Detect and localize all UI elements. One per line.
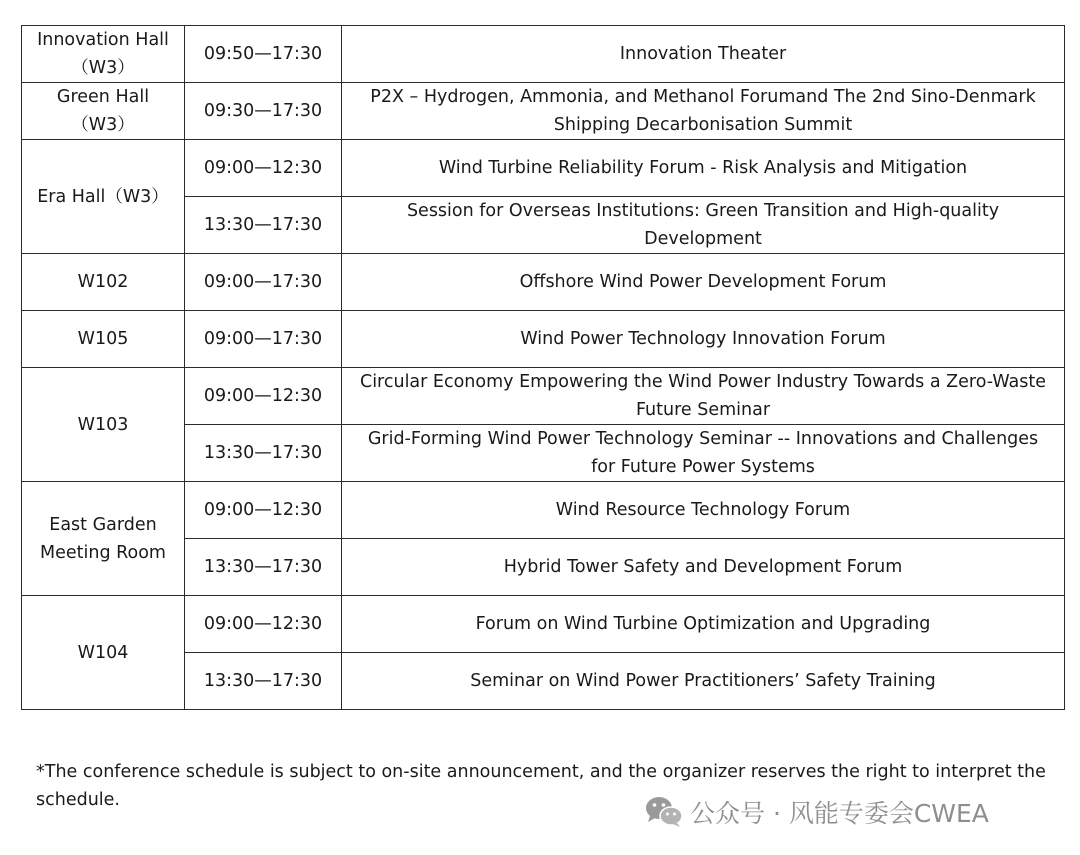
table-row xyxy=(22,596,1065,653)
time-cell: 13:30—17:30 xyxy=(185,197,342,254)
table-row xyxy=(22,254,1065,311)
event-cell: Session for Overseas Institutions: Green Transition and High-quality Development xyxy=(342,197,1065,254)
time-cell: 13:30—17:30 xyxy=(185,539,342,596)
venue-cell: W102 xyxy=(22,254,185,311)
time-cell: 09:00—12:30 xyxy=(185,368,342,425)
time-cell: 09:00—12:30 xyxy=(185,596,342,653)
venue-cell: W104 xyxy=(22,596,185,710)
time-cell: 09:50—17:30 xyxy=(185,26,342,83)
time-cell: 09:00—12:30 xyxy=(185,140,342,197)
event-cell: Forum on Wind Turbine Optimization and Upgrading xyxy=(342,596,1065,653)
schedule-footnote: *The conference schedule is subject to on-site announcement, and the organizer reserves the right to interpret the schedule. xyxy=(36,762,1046,810)
event-cell: Wind Turbine Reliability Forum - Risk Analysis and Mitigation xyxy=(342,140,1065,197)
time-cell: 13:30—17:30 xyxy=(185,653,342,710)
time-cell: 09:30—17:30 xyxy=(185,83,342,140)
table-row xyxy=(22,368,1065,425)
event-cell: Grid-Forming Wind Power Technology Seminar -- Innovations and Challenges for Future Power Systems xyxy=(342,425,1065,482)
time-cell: 09:00—17:30 xyxy=(185,311,342,368)
venue-cell: Innovation Hall （W3） xyxy=(22,26,185,83)
table-row xyxy=(22,140,1065,197)
watermark-text: 公众号 · 风能专委会CWEA xyxy=(690,799,989,828)
venue-cell: W103 xyxy=(22,368,185,482)
event-cell: Innovation Theater xyxy=(342,26,1065,83)
event-cell: Hybrid Tower Safety and Development Forum xyxy=(342,539,1065,596)
venue-cell: East Garden Meeting Room xyxy=(22,482,185,596)
table-row xyxy=(22,482,1065,539)
time-cell: 09:00—17:30 xyxy=(185,254,342,311)
wechat-icon xyxy=(644,795,684,829)
event-cell: P2X – Hydrogen, Ammonia, and Methanol Forumand The 2nd Sino-Denmark Shipping Decarbonisation Summit xyxy=(342,83,1065,140)
event-cell: Wind Power Technology Innovation Forum xyxy=(342,311,1065,368)
event-cell: Circular Economy Empowering the Wind Power Industry Towards a Zero-Waste Future Seminar xyxy=(342,368,1065,425)
venue-cell: W105 xyxy=(22,311,185,368)
schedule-table xyxy=(21,25,1065,710)
venue-cell: Green Hall （W3） xyxy=(22,83,185,140)
table-row xyxy=(22,26,1065,83)
watermark xyxy=(644,794,989,830)
event-cell: Offshore Wind Power Development Forum xyxy=(342,254,1065,311)
time-cell: 09:00—12:30 xyxy=(185,482,342,539)
venue-cell: Era Hall（W3） xyxy=(22,140,185,254)
table-row xyxy=(22,83,1065,140)
time-cell: 13:30—17:30 xyxy=(185,425,342,482)
table-row xyxy=(22,311,1065,368)
event-cell: Seminar on Wind Power Practitioners’ Safety Training xyxy=(342,653,1065,710)
event-cell: Wind Resource Technology Forum xyxy=(342,482,1065,539)
